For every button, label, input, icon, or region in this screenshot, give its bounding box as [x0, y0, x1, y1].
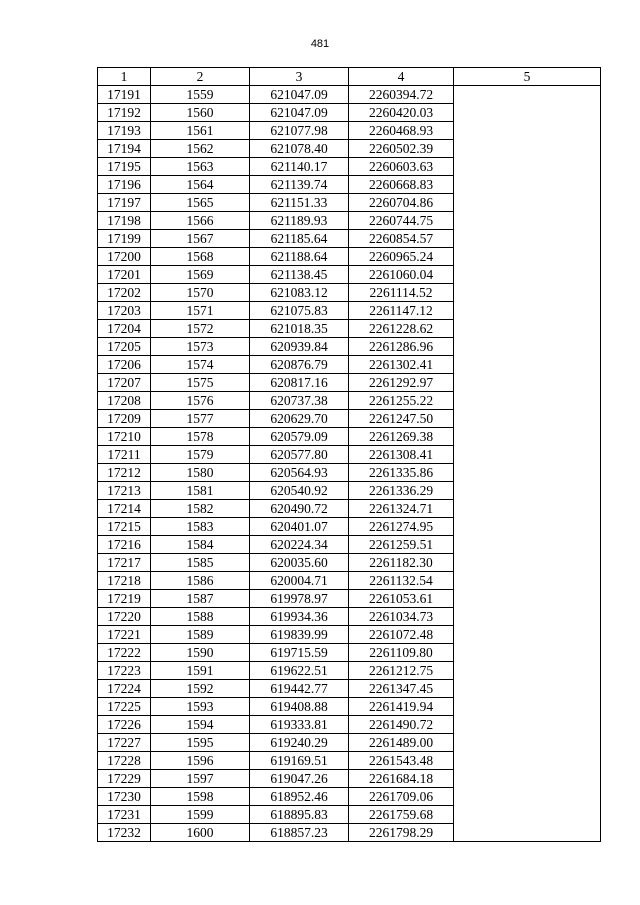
table-cell: 620876.79: [250, 356, 349, 374]
table-cell: 619169.51: [250, 752, 349, 770]
table-cell: 620401.07: [250, 518, 349, 536]
table-cell: 2261060.04: [349, 266, 454, 284]
table-cell: 17222: [98, 644, 151, 662]
table-cell: 621188.64: [250, 248, 349, 266]
table-cell: 618895.83: [250, 806, 349, 824]
table-cell: 620817.16: [250, 374, 349, 392]
table-cell: 619408.88: [250, 698, 349, 716]
table-cell: 2261798.29: [349, 824, 454, 842]
table-cell: 17196: [98, 176, 151, 194]
table-cell: 1559: [151, 86, 250, 104]
table-cell: 2261072.48: [349, 626, 454, 644]
table-cell: 1573: [151, 338, 250, 356]
table-cell: 621047.09: [250, 86, 349, 104]
table-cell: 2261490.72: [349, 716, 454, 734]
table-cell: 2261759.68: [349, 806, 454, 824]
table-cell-column-5: [454, 86, 601, 842]
table-cell: 17208: [98, 392, 151, 410]
table-cell: 621047.09: [250, 104, 349, 122]
table-cell: 2261419.94: [349, 698, 454, 716]
table-cell: 2261324.71: [349, 500, 454, 518]
table-cell: 619978.97: [250, 590, 349, 608]
table-cell: 619715.59: [250, 644, 349, 662]
table-cell: 17215: [98, 518, 151, 536]
table-cell: 17202: [98, 284, 151, 302]
table-cell: 1564: [151, 176, 250, 194]
table-cell: 17228: [98, 752, 151, 770]
table-cell: 2261053.61: [349, 590, 454, 608]
table-body: [98, 86, 601, 842]
table-cell: 17226: [98, 716, 151, 734]
table-cell: 620564.93: [250, 464, 349, 482]
table-cell: 2260468.93: [349, 122, 454, 140]
table-cell: 2260394.72: [349, 86, 454, 104]
table-cell: 2261684.18: [349, 770, 454, 788]
table-cell: 17195: [98, 158, 151, 176]
table-cell: 1574: [151, 356, 250, 374]
table-cell: 1572: [151, 320, 250, 338]
table-cell: 620035.60: [250, 554, 349, 572]
table-cell: 621078.40: [250, 140, 349, 158]
table-cell: 2260668.83: [349, 176, 454, 194]
table-cell: 621083.12: [250, 284, 349, 302]
table-cell: 2260965.24: [349, 248, 454, 266]
table-cell: 1597: [151, 770, 250, 788]
table-cell: 2261228.62: [349, 320, 454, 338]
table-cell: 2260744.75: [349, 212, 454, 230]
table-cell: 2260420.03: [349, 104, 454, 122]
table-cell: 17192: [98, 104, 151, 122]
table-cell: 1598: [151, 788, 250, 806]
table-cell: 1582: [151, 500, 250, 518]
table-cell: 17218: [98, 572, 151, 590]
table-cell: 17198: [98, 212, 151, 230]
table-cell: 2261132.54: [349, 572, 454, 590]
table-cell: 619333.81: [250, 716, 349, 734]
table-cell: 619442.77: [250, 680, 349, 698]
table-cell: 620629.70: [250, 410, 349, 428]
table-cell: 1578: [151, 428, 250, 446]
table-cell: 2261255.22: [349, 392, 454, 410]
table-cell: 17213: [98, 482, 151, 500]
table-cell: 621140.17: [250, 158, 349, 176]
table-cell: 1584: [151, 536, 250, 554]
table-cell: 2261182.30: [349, 554, 454, 572]
coordinates-table: [97, 67, 601, 842]
table-cell: 2261489.00: [349, 734, 454, 752]
table-cell: 17207: [98, 374, 151, 392]
table-cell: 1570: [151, 284, 250, 302]
table-cell: 1594: [151, 716, 250, 734]
table-cell: 621138.45: [250, 266, 349, 284]
table-cell: 1595: [151, 734, 250, 752]
table-cell: 17211: [98, 446, 151, 464]
table-cell: 621077.98: [250, 122, 349, 140]
table-cell: 621151.33: [250, 194, 349, 212]
table-cell: 1562: [151, 140, 250, 158]
table-cell: 620490.72: [250, 500, 349, 518]
table-cell: 620737.38: [250, 392, 349, 410]
table-cell: 2260704.86: [349, 194, 454, 212]
table-cell: 1599: [151, 806, 250, 824]
column-header: 5: [454, 68, 601, 86]
table-cell: 17197: [98, 194, 151, 212]
table-cell: 618952.46: [250, 788, 349, 806]
table-cell: 17214: [98, 500, 151, 518]
table-cell: 17224: [98, 680, 151, 698]
table-cell: 621189.93: [250, 212, 349, 230]
page-number: 481: [310, 38, 330, 50]
table-cell: 2261269.38: [349, 428, 454, 446]
table-cell: 1596: [151, 752, 250, 770]
table-cell: 2261302.41: [349, 356, 454, 374]
table-cell: 17209: [98, 410, 151, 428]
table-cell: 17210: [98, 428, 151, 446]
table-cell: 2261543.48: [349, 752, 454, 770]
table-cell: 619934.36: [250, 608, 349, 626]
table-cell: 17203: [98, 302, 151, 320]
table-cell: 1585: [151, 554, 250, 572]
table-cell: 1592: [151, 680, 250, 698]
table-cell: 17230: [98, 788, 151, 806]
table-cell: 1583: [151, 518, 250, 536]
table-cell: 2261274.95: [349, 518, 454, 536]
table-cell: 2261308.41: [349, 446, 454, 464]
table-cell: 17231: [98, 806, 151, 824]
table-cell: 17201: [98, 266, 151, 284]
table-cell: 619839.99: [250, 626, 349, 644]
table-cell: 1571: [151, 302, 250, 320]
table-cell: 2261709.06: [349, 788, 454, 806]
table-cell: 620224.34: [250, 536, 349, 554]
table-cell: 1593: [151, 698, 250, 716]
table-cell: 17229: [98, 770, 151, 788]
table-cell: 1580: [151, 464, 250, 482]
table-cell: 17219: [98, 590, 151, 608]
table-cell: 1568: [151, 248, 250, 266]
table-cell: 1579: [151, 446, 250, 464]
table-cell: 620579.09: [250, 428, 349, 446]
table-cell: 2261114.52: [349, 284, 454, 302]
table-cell: 1576: [151, 392, 250, 410]
table-cell: 17216: [98, 536, 151, 554]
column-header: 1: [98, 68, 151, 86]
table-cell: 2261212.75: [349, 662, 454, 680]
table-cell: 2261247.50: [349, 410, 454, 428]
table-cell: 17221: [98, 626, 151, 644]
table-cell: 1589: [151, 626, 250, 644]
table-cell: 1591: [151, 662, 250, 680]
table-cell: 1581: [151, 482, 250, 500]
table-cell: 2261109.80: [349, 644, 454, 662]
table-cell: 621075.83: [250, 302, 349, 320]
table-cell: 2261292.97: [349, 374, 454, 392]
column-header: 4: [349, 68, 454, 86]
table-cell: 621139.74: [250, 176, 349, 194]
table-cell: 17200: [98, 248, 151, 266]
table-cell: 1560: [151, 104, 250, 122]
table-cell: 2260854.57: [349, 230, 454, 248]
table-cell: 619622.51: [250, 662, 349, 680]
table-cell: 17204: [98, 320, 151, 338]
column-header: 3: [250, 68, 349, 86]
table-cell: 2261335.86: [349, 464, 454, 482]
table-cell: 17220: [98, 608, 151, 626]
table-cell: 2261147.12: [349, 302, 454, 320]
table-cell: 17232: [98, 824, 151, 842]
table-cell: 619240.29: [250, 734, 349, 752]
table-row: [98, 86, 601, 104]
table-cell: 621185.64: [250, 230, 349, 248]
table-cell: 17223: [98, 662, 151, 680]
table-cell: 1575: [151, 374, 250, 392]
table-cell: 1566: [151, 212, 250, 230]
table-cell: 621018.35: [250, 320, 349, 338]
table-cell: 17191: [98, 86, 151, 104]
table-cell: 1586: [151, 572, 250, 590]
table-cell: 620540.92: [250, 482, 349, 500]
table-cell: 1563: [151, 158, 250, 176]
table-cell: 17206: [98, 356, 151, 374]
table-cell: 17193: [98, 122, 151, 140]
table-cell: 1565: [151, 194, 250, 212]
table-cell: 2261336.29: [349, 482, 454, 500]
table-cell: 620939.84: [250, 338, 349, 356]
table-cell: 2261259.51: [349, 536, 454, 554]
table-cell: 2261034.73: [349, 608, 454, 626]
table-cell: 618857.23: [250, 824, 349, 842]
table-header-row: [98, 68, 601, 86]
table-cell: 620004.71: [250, 572, 349, 590]
table-cell: 17217: [98, 554, 151, 572]
table-cell: 619047.26: [250, 770, 349, 788]
table-cell: 2260603.63: [349, 158, 454, 176]
column-header: 2: [151, 68, 250, 86]
table-cell: 1577: [151, 410, 250, 428]
table-cell: 17227: [98, 734, 151, 752]
table-cell: 620577.80: [250, 446, 349, 464]
table-cell: 17212: [98, 464, 151, 482]
table-cell: 17205: [98, 338, 151, 356]
table-cell: 1588: [151, 608, 250, 626]
table-cell: 1600: [151, 824, 250, 842]
table-cell: 1590: [151, 644, 250, 662]
table-cell: 1561: [151, 122, 250, 140]
table-cell: 1569: [151, 266, 250, 284]
table-cell: 1587: [151, 590, 250, 608]
table-cell: 17225: [98, 698, 151, 716]
table-cell: 1567: [151, 230, 250, 248]
table-cell: 17199: [98, 230, 151, 248]
table-cell: 2261286.96: [349, 338, 454, 356]
table-cell: 2260502.39: [349, 140, 454, 158]
table-cell: 2261347.45: [349, 680, 454, 698]
table-cell: 17194: [98, 140, 151, 158]
